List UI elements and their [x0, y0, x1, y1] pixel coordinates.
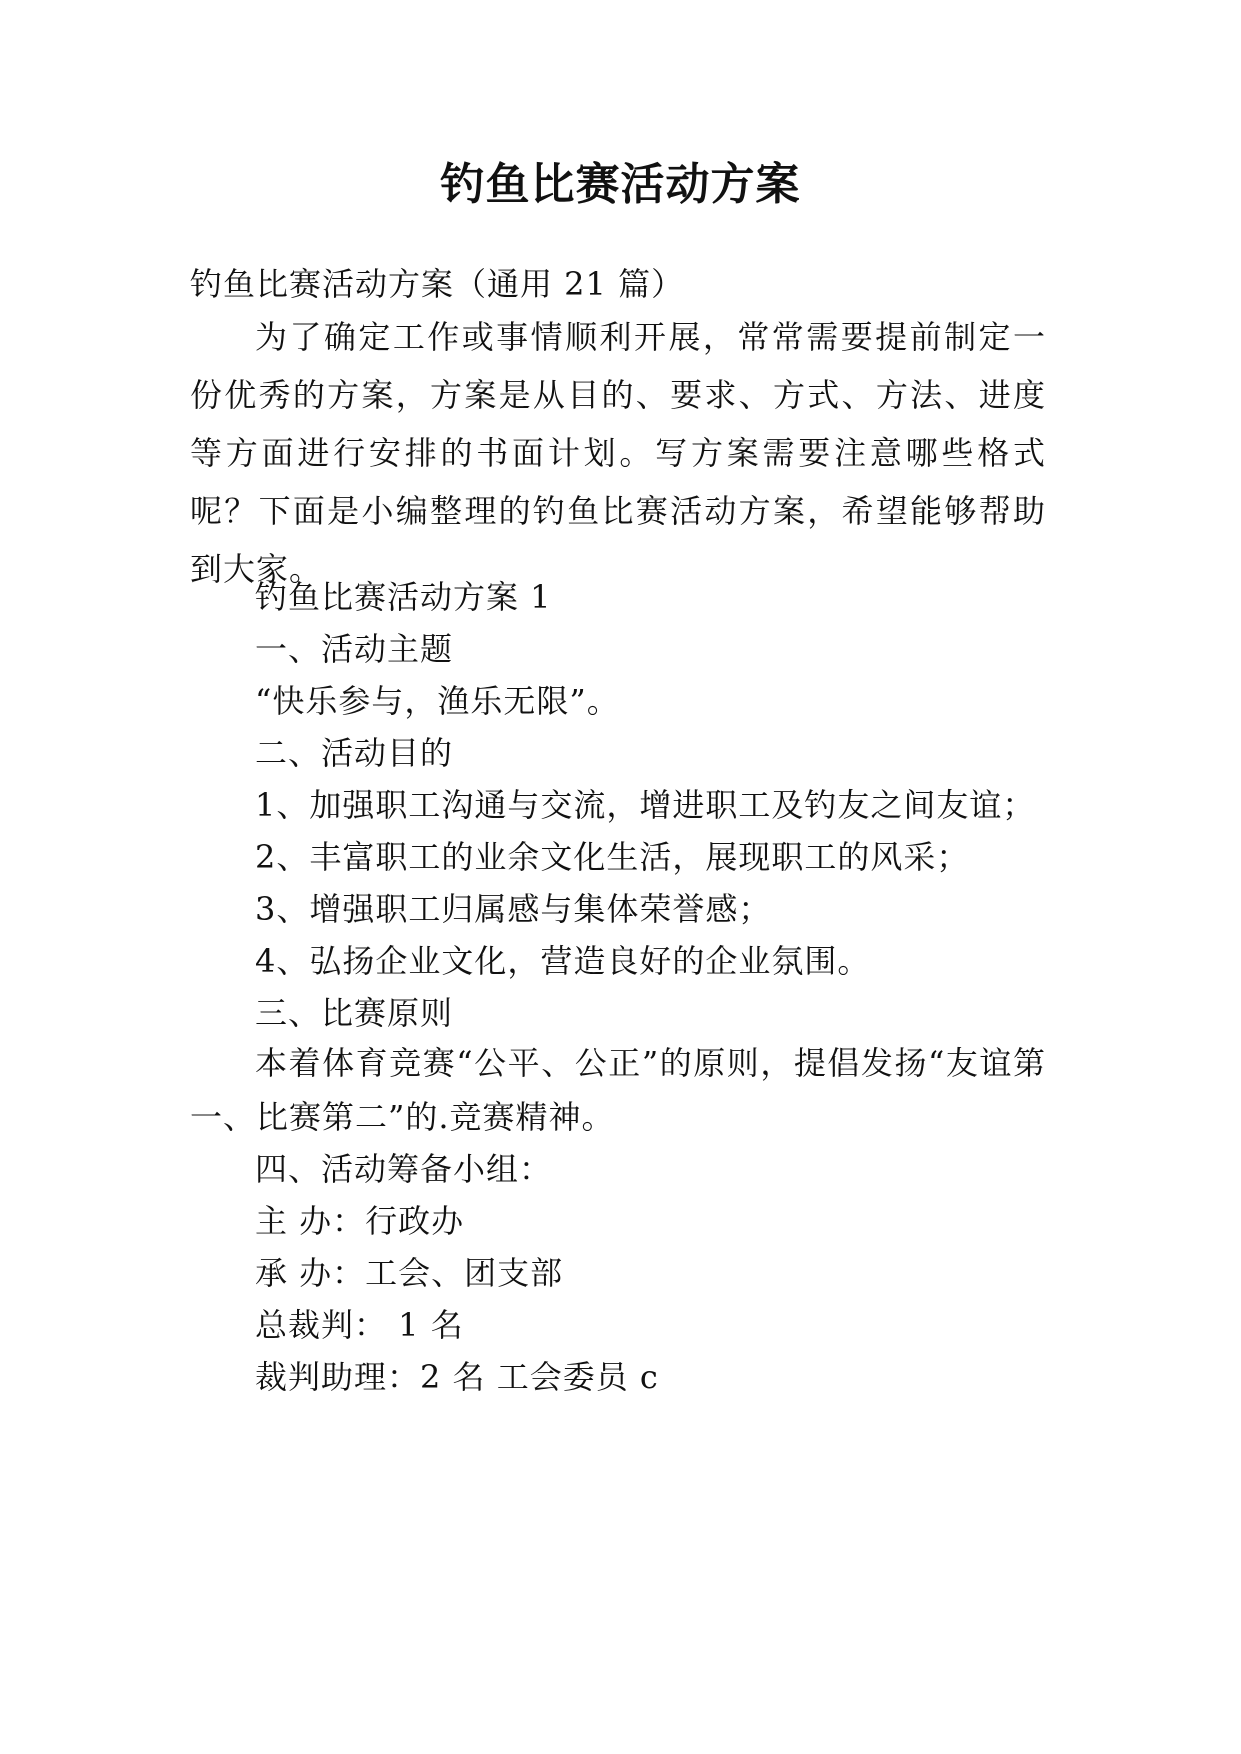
list-item: 1、加强职工沟通与交流，增进职工及钓友之间友谊；	[255, 786, 1036, 824]
list-item: 3、增强职工归属感与集体荣誉感；	[255, 890, 772, 928]
intro-paragraph: 为了确定工作或事情顺利开展，常常需要提前制定一份优秀的方案，方案是从目的、要求、方式、方法、进度等方面进行安排的书面计划。写方案需要注意哪些格式呢？下面是小编整理的钓鱼比赛活动方案，希望能够帮助到大家。	[190, 318, 1046, 588]
principle-heading: 三、比赛原则	[255, 994, 454, 1032]
list-item: 总裁判： 1 名	[255, 1306, 464, 1344]
document-title: 钓鱼比赛活动方案	[440, 159, 801, 210]
list-item: 2、丰富职工的业余文化生活，展现职工的风采；	[255, 838, 970, 876]
list-item: 承 办：工会、团支部	[255, 1254, 564, 1292]
list-item: 裁判助理：2 名 工会委员 c	[255, 1358, 659, 1396]
document-subtitle: 钓鱼比赛活动方案（通用 21 篇）	[190, 265, 685, 303]
list-item: 主 办：行政办	[255, 1202, 465, 1240]
group-heading: 四、活动筹备小组：	[255, 1150, 553, 1188]
list-item: 4、弘扬企业文化，营造良好的企业氛围。	[255, 942, 871, 980]
purpose-heading: 二、活动目的	[255, 734, 454, 772]
principle-paragraph: 本着体育竞赛“公平、公正”的原则，提倡发扬“友谊第一、比赛第二”的.竞赛精神。	[190, 1044, 1046, 1136]
theme-heading: 一、活动主题	[255, 630, 454, 668]
theme-text: “快乐参与，渔乐无限”。	[255, 682, 620, 720]
section-heading: 钓鱼比赛活动方案 1	[255, 578, 552, 616]
